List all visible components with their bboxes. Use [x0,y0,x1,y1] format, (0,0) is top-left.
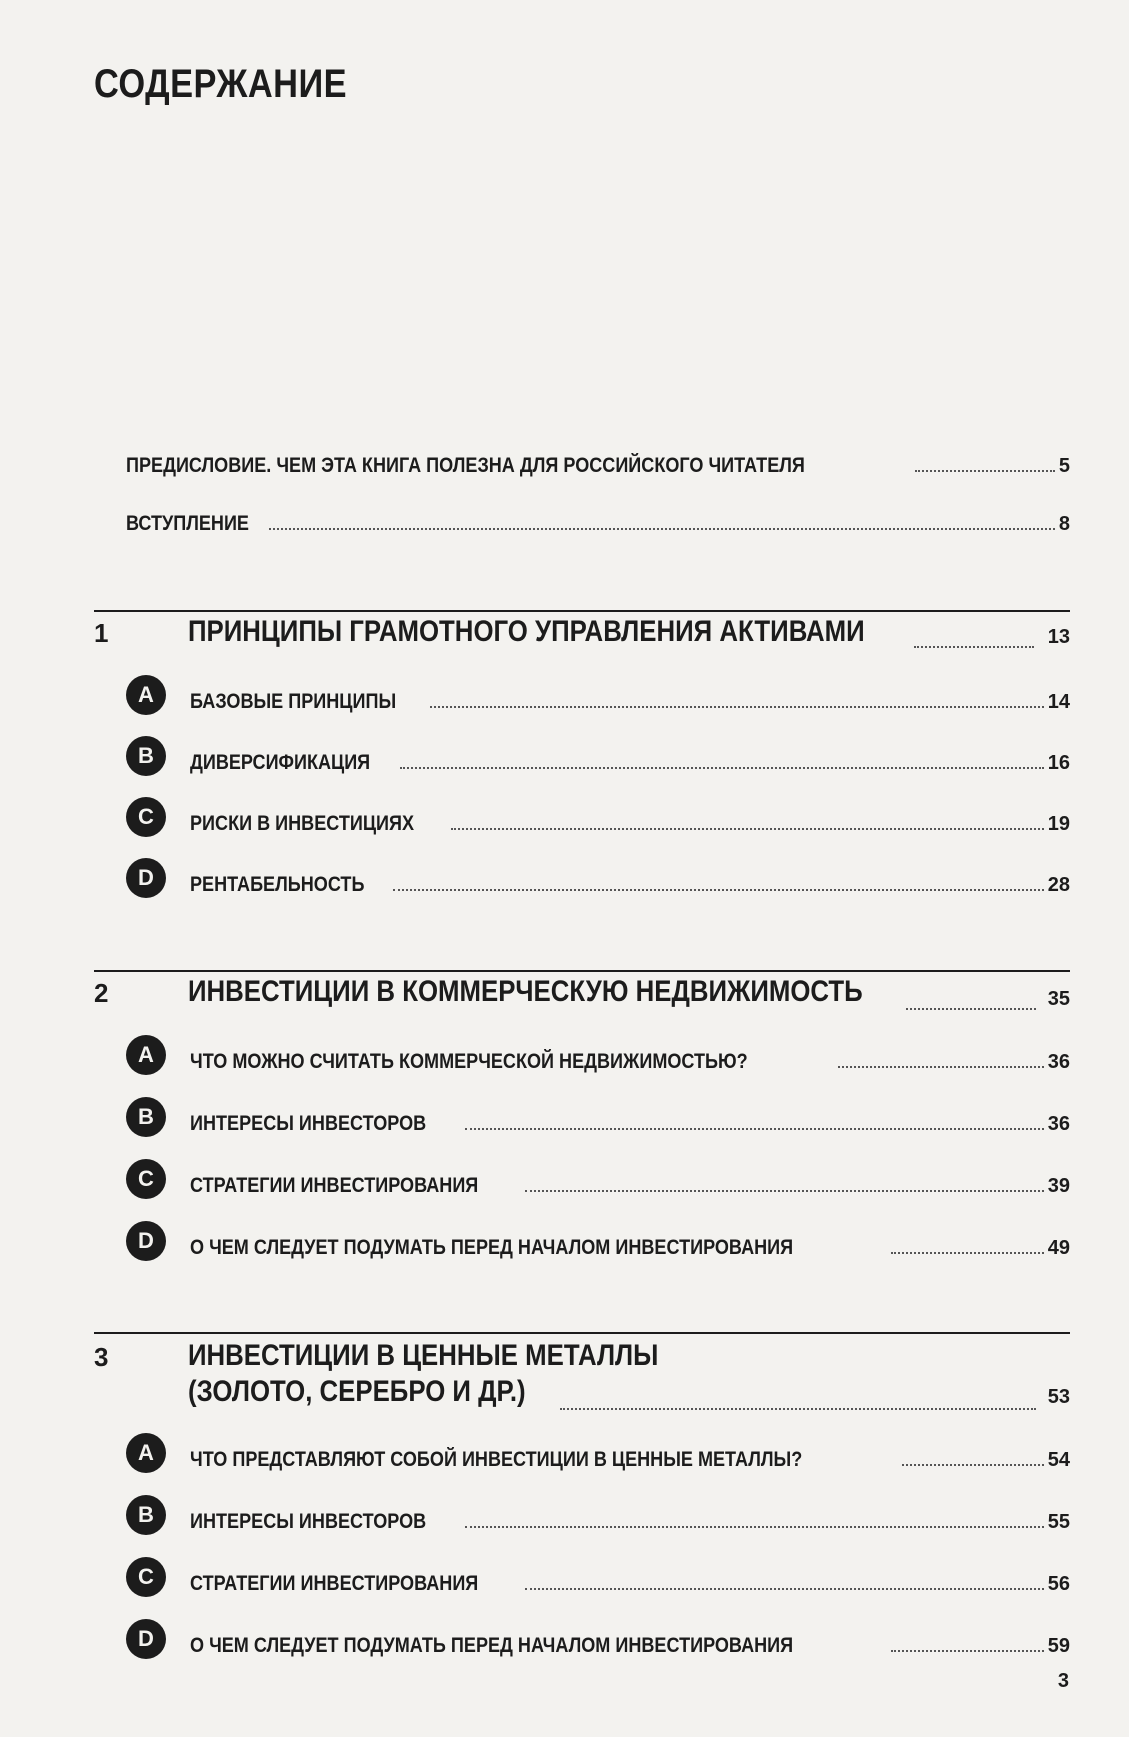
toc-entry-page: 36 [1047,1051,1070,1073]
chapter-number: 2 [94,978,109,1008]
chapter-title-line-2[interactable]: (ЗОЛОТО, СЕРЕБРО И ДР.) [188,1375,526,1408]
toc-entry-label: ИНТЕРЕСЫ ИНВЕСТОРОВ [190,1112,427,1135]
toc-entry-page: 59 [1047,1635,1070,1657]
section-letter-badge: B [126,1097,166,1137]
toc-section-entry[interactable] [190,1220,1070,1260]
section-letter-badge: D [126,1221,166,1261]
toc-entry-label: СТРАТЕГИИ ИНВЕСТИРОВАНИЯ [190,1572,479,1595]
toc-section-entry[interactable] [190,1556,1070,1596]
toc-entry-label: РЕНТАБЕЛЬНОСТЬ [190,873,365,896]
toc-entry-label: ВСТУПЛЕНИЕ [126,512,249,535]
chapter-divider [94,610,1070,612]
section-letter-badge: B [126,736,166,776]
leader-dots [465,1128,1044,1130]
toc-entry-page: 5 [1058,455,1070,477]
leader-dots [560,1408,1036,1410]
toc-entry-page: 54 [1047,1449,1070,1471]
leader-dots [525,1190,1044,1192]
toc-entry-label: СТРАТЕГИИ ИНВЕСТИРОВАНИЯ [190,1174,479,1197]
leader-dots [393,889,1044,891]
leader-dots [902,1464,1044,1466]
section-letter-badge: A [126,675,166,715]
toc-entry-page: 28 [1047,874,1070,896]
toc-entry-page: 36 [1047,1113,1070,1135]
toc-entry-page: 14 [1047,691,1070,713]
toc-entry-label: ДИВЕРСИФИКАЦИЯ [190,751,371,774]
toc-entry-label: О ЧЕМ СЛЕДУЕТ ПОДУМАТЬ ПЕРЕД НАЧАЛОМ ИНВЕСТИРОВАНИЯ [190,1634,794,1657]
toc-entry-label: О ЧЕМ СЛЕДУЕТ ПОДУМАТЬ ПЕРЕД НАЧАЛОМ ИНВЕСТИРОВАНИЯ [190,1236,794,1259]
chapter-number: 1 [94,618,109,648]
leader-dots [891,1252,1043,1254]
leader-dots [838,1066,1043,1068]
section-letter-badge: C [126,1557,166,1597]
section-letter-badge: B [126,1495,166,1535]
section-letter-badge: D [126,858,166,898]
section-letter-badge: A [126,1433,166,1473]
leader-dots [400,767,1044,769]
section-letter-badge: D [126,1619,166,1659]
toc-section-entry[interactable] [190,1158,1070,1198]
toc-entry-page: 49 [1047,1237,1070,1259]
toc-entry-page: 16 [1047,752,1070,774]
page-title: СОДЕРЖАНИЕ [94,62,347,106]
toc-entry-label: ПРЕДИСЛОВИЕ. ЧЕМ ЭТА КНИГА ПОЛЕЗНА ДЛЯ РОССИЙСКОГО ЧИТАТЕЛЯ [126,454,805,477]
toc-entry-label: ЧТО ПРЕДСТАВЛЯЮТ СОБОЙ ИНВЕСТИЦИИ В ЦЕННЫЕ МЕТАЛЛЫ? [190,1448,803,1471]
section-letter-badge: C [126,1159,166,1199]
toc-entry-label: ИНТЕРЕСЫ ИНВЕСТОРОВ [190,1510,427,1533]
section-letter-badge: A [126,1035,166,1075]
leader-dots [915,470,1054,472]
chapter-page: 53 [1047,1386,1070,1408]
leader-dots [914,646,1034,648]
chapter-title[interactable]: ПРИНЦИПЫ ГРАМОТНОГО УПРАВЛЕНИЯ АКТИВАМИ [188,615,865,648]
toc-section-entry[interactable] [190,1034,1070,1074]
chapter-divider [94,970,1070,972]
toc-entry-introduction[interactable] [126,496,1070,536]
toc-entry-page: 55 [1047,1511,1070,1533]
toc-entry-preface[interactable] [126,438,1070,478]
leader-dots [906,1008,1036,1010]
chapter-number: 3 [94,1342,109,1372]
chapter-title[interactable]: ИНВЕСТИЦИИ В КОММЕРЧЕСКУЮ НЕДВИЖИМОСТЬ [188,975,863,1008]
chapter-title-line-1[interactable]: ИНВЕСТИЦИИ В ЦЕННЫЕ МЕТАЛЛЫ [188,1339,659,1372]
leader-dots [891,1650,1043,1652]
chapter-divider [94,1332,1070,1334]
leader-dots [430,706,1044,708]
toc-entry-label: БАЗОВЫЕ ПРИНЦИПЫ [190,690,397,713]
leader-dots [269,528,1055,530]
page-number: 3 [1057,1670,1069,1692]
section-letter-badge: C [126,797,166,837]
leader-dots [451,828,1044,830]
chapter-page: 13 [1047,626,1070,648]
toc-section-entry[interactable] [190,674,1070,714]
leader-dots [525,1588,1044,1590]
toc-section-entry[interactable] [190,1096,1070,1136]
toc-section-entry[interactable] [190,1618,1070,1658]
toc-section-entry[interactable] [190,796,1070,836]
chapter-page: 35 [1047,988,1070,1010]
toc-entry-page: 56 [1047,1573,1070,1595]
toc-entry-label: РИСКИ В ИНВЕСТИЦИЯХ [190,812,415,835]
toc-entry-label: ЧТО МОЖНО СЧИТАТЬ КОММЕРЧЕСКОЙ НЕДВИЖИМОСТЬЮ? [190,1050,748,1073]
toc-section-entry[interactable] [190,1494,1070,1534]
toc-section-entry[interactable] [190,857,1070,897]
toc-entry-page: 19 [1047,813,1070,835]
toc-section-entry[interactable] [190,735,1070,775]
toc-section-entry[interactable] [190,1432,1070,1472]
leader-dots [465,1526,1044,1528]
toc-entry-page: 39 [1047,1175,1070,1197]
toc-entry-page: 8 [1058,513,1070,535]
